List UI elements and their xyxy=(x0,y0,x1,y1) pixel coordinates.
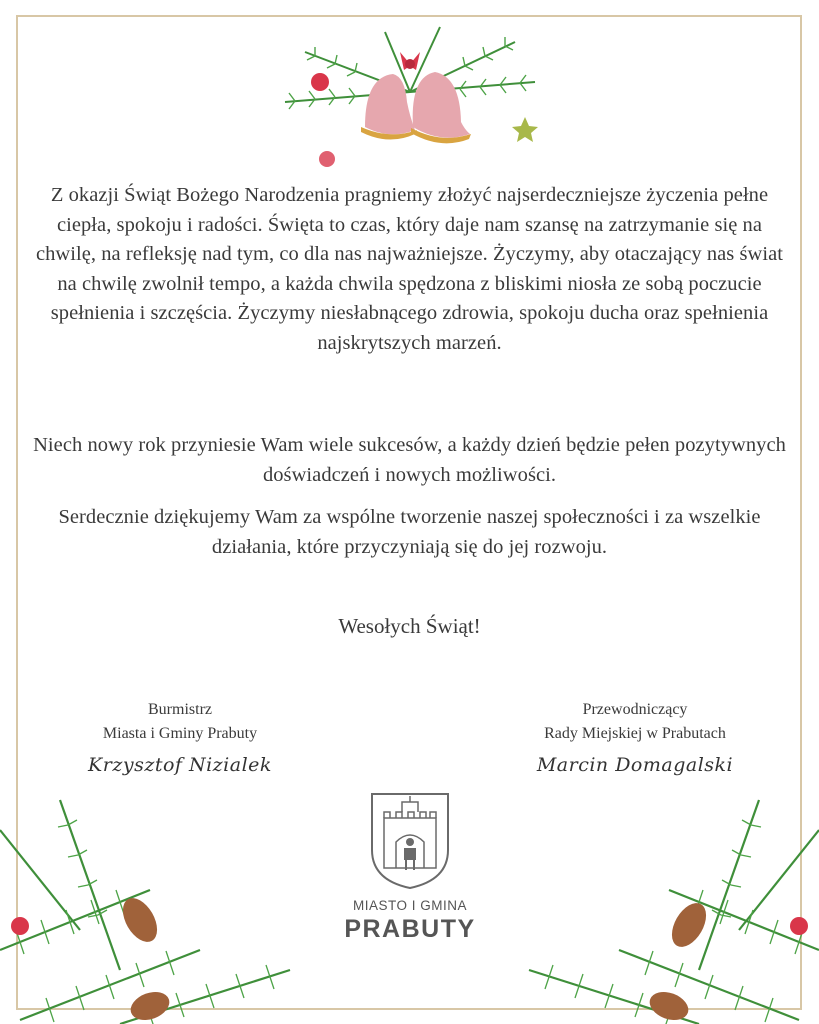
signature-name: Krzysztof Nizialek xyxy=(88,754,272,776)
signature-name: Marcin Domagalski xyxy=(536,754,734,776)
municipality-logo xyxy=(330,790,490,950)
greeting-paragraph-3: Serdecznie dziękujemy Wam za wspólne tworzenie naszej społeczności i za wszelkie działania, które przyczyniają się do jej rozwoju. xyxy=(58,506,761,558)
pine-branch-icon xyxy=(0,770,300,1024)
closing-wishes: Wesołych Świąt! xyxy=(338,614,481,638)
signature-left xyxy=(60,698,300,777)
christmas-bells-icon xyxy=(265,22,555,172)
coat-of-arms-icon xyxy=(368,790,452,890)
signature-office: Rady Miejskiej w Prabutach xyxy=(544,725,726,742)
logo-text-main: PRABUTY xyxy=(344,915,476,943)
signature-title: Burmistrz xyxy=(148,701,212,718)
signature-office: Miasta i Gminy Prabuty xyxy=(102,725,258,742)
signature-right xyxy=(505,698,765,777)
greeting-paragraph-2: Niech nowy rok przyniesie Wam wiele sukcesów, a każdy dzień będzie pełen pozytywnych doświadczeń i nowych możliwości. xyxy=(33,434,786,486)
pine-branch-icon xyxy=(519,770,819,1024)
greeting-paragraph-1: Z okazji Świąt Bożego Narodzenia pragniemy złożyć najserdeczniejsze życzenia pełne ciepła, spokoju i radości. Święta to czas, który daje nam szansę na zatrzymanie się na chwilę, na refleksję nad tym, co dla nas najważniejsze. Życzymy, aby otaczający nas świat na chwilę zwolnił tempo, a każda chwila spędzona z bliskimi niosła ze sobą poczucie spełnienia i szczęścia. Życzymy niesłabnącego zdrowia, spokoju ducha oraz spełnienia najskrytszych marzeń. xyxy=(35,184,784,354)
signature-title: Przewodniczący xyxy=(582,701,688,718)
logo-text-top: MIASTO I GMINA xyxy=(352,898,467,913)
